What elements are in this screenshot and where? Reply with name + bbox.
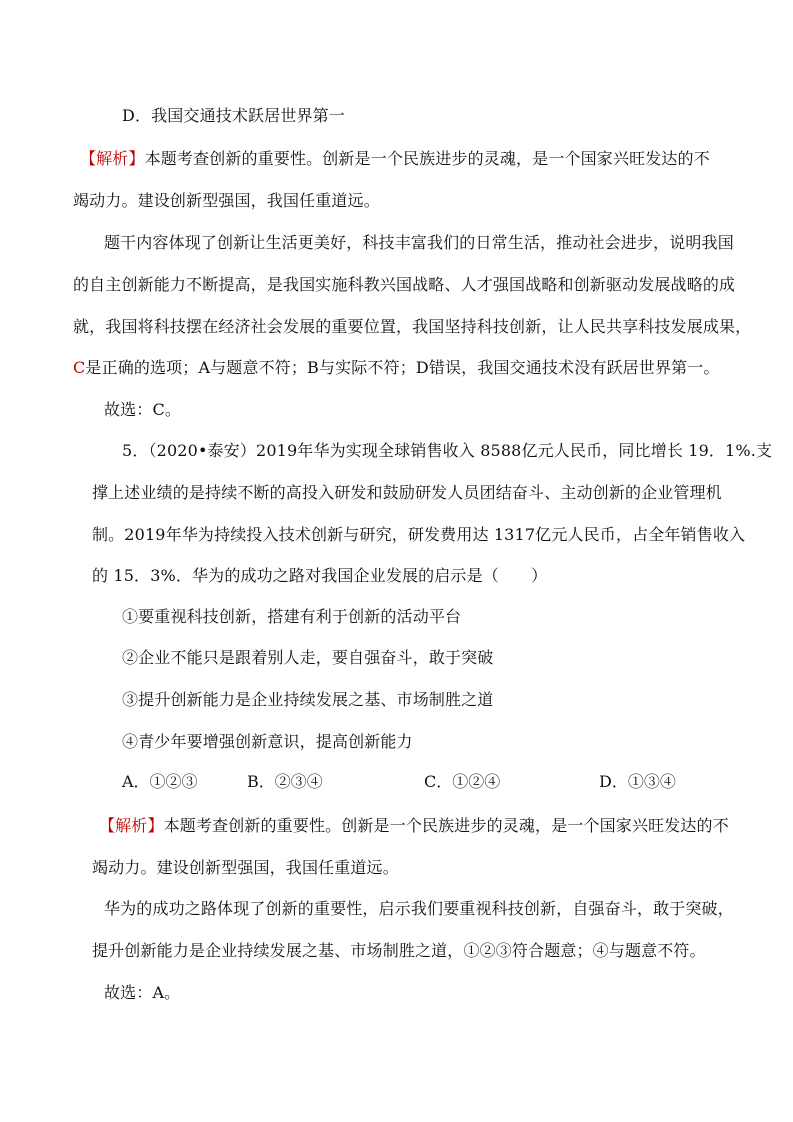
analysis-1-line-1	[80, 149, 710, 169]
option-b: B．②③④	[247, 772, 323, 791]
question-5-line-3: 制。2019年华为持续投入技术创新与研究，研发费用达 1317亿元人民币，占全年销售收入	[92, 525, 746, 544]
question-5-item-3: ③提升创新能力是企业持续发展之基、市场制胜之道	[122, 690, 494, 709]
question-5-item-4: ④青少年要增强创新意识，提高创新能力	[122, 732, 413, 751]
option-c: C．①②④	[424, 772, 501, 791]
analysis-text: 本题考查创新的重要性。创新是一个民族进步的灵魂，是一个国家兴旺发达的不	[163, 816, 729, 835]
analysis-1-p2-line-3: 就，我国将科技摆在经济社会发展的重要位置，我国坚持科技创新，让人民共享科技发展成果，	[73, 317, 752, 336]
correct-option-letter: C	[73, 358, 86, 377]
analysis-2-p2-line-1: 华为的成功之路体现了创新的重要性，启示我们要重视科技创新，自强奋斗，敢于突破，	[104, 899, 734, 918]
analysis-1-answer: 故选：C。	[104, 400, 181, 419]
analysis-2-line-1	[99, 816, 729, 836]
analysis-2-answer: 故选：A。	[104, 983, 181, 1002]
analysis-1-p2-line-1: 题干内容体现了创新让生活更美好，科技丰富我们的日常生活，推动社会进步，说明我国	[104, 233, 734, 252]
question-5-line-4: 的 15．3%．华为的成功之路对我国企业发展的启示是（ ）	[92, 566, 548, 585]
question-5-options	[0, 772, 793, 794]
analysis-tag: 【解析】	[80, 149, 145, 168]
analysis-1-p2-line-2: 的自主创新能力不断提高，是我国实施科教兴国战略、人才强国战略和创新驱动发展战略的成	[73, 275, 736, 294]
question-5-item-1: ①要重视科技创新，搭建有利于创新的活动平台	[122, 607, 462, 626]
analysis-1-p2-line-4	[73, 358, 720, 378]
option-d: D．①③④	[599, 772, 676, 791]
prev-option-d: D．我国交通技术跃居世界第一	[122, 106, 345, 125]
analysis-tag: 【解析】	[99, 816, 164, 835]
analysis-2-p2-line-2: 提升创新能力是企业持续发展之基、市场制胜之道，①②③符合题意；④与题意不符。	[92, 941, 706, 960]
analysis-1-line-2: 竭动力。建设创新型强国，我国任重道远。	[73, 191, 380, 210]
analysis-text: 本题考查创新的重要性。创新是一个民族进步的灵魂，是一个国家兴旺发达的不	[144, 149, 710, 168]
analysis-text: 是正确的选项；A与题意不符；B与实际不符；D错误，我国交通技术没有跃居世界第一。	[85, 358, 720, 377]
analysis-2-line-2: 竭动力。建设创新型强国，我国任重道远。	[92, 858, 399, 877]
option-a: A．①②③	[122, 772, 198, 791]
question-5-line-2: 撑上述业绩的是持续不断的高投入研发和鼓励研发人员团结奋斗、主动创新的企业管理机	[92, 483, 722, 502]
question-5-item-2: ②企业不能只是跟着别人走，要自强奋斗，敢于突破	[122, 648, 494, 667]
question-5-line-1: 5．（2020•泰安）2019年华为实现全球销售收入 8588亿元人民币，同比增长 19．1%.支	[122, 441, 773, 460]
